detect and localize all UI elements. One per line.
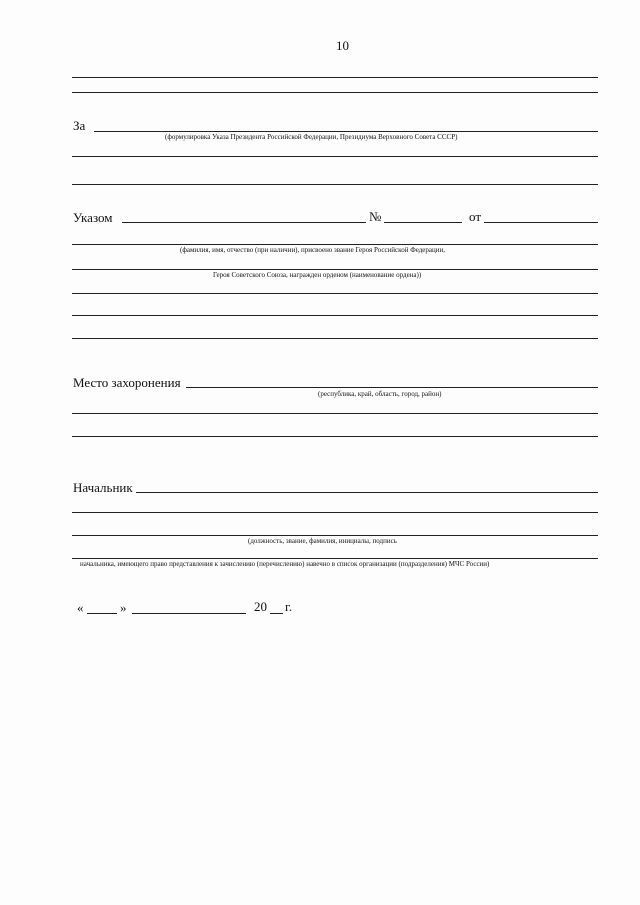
date-year-suffix: г. bbox=[285, 599, 293, 614]
blank-line bbox=[72, 244, 598, 245]
decree-date-line bbox=[484, 222, 598, 223]
decree-date-label: от bbox=[469, 209, 482, 224]
date-month-field[interactable] bbox=[132, 600, 246, 614]
burial-field-line bbox=[186, 387, 598, 388]
date-day-field[interactable] bbox=[87, 600, 117, 614]
blank-line bbox=[72, 293, 598, 294]
chief-caption-1: (должность, звание, фамилия, инициалы, подпись bbox=[248, 537, 397, 545]
decree-number-line bbox=[384, 222, 462, 223]
award-caption: (формулировка Указа Президента Российской Федерации, Президиума Верховного Совета СССР) bbox=[165, 133, 458, 141]
chief-caption-2: начальника, имеющего право представления к зачислению (перечислению) навечно в список организации (подразделения) МЧС России) bbox=[80, 560, 490, 568]
decree-date-field[interactable] bbox=[484, 209, 598, 223]
date-day-line bbox=[87, 613, 117, 614]
decree-number-field[interactable] bbox=[384, 209, 462, 223]
decree-field[interactable] bbox=[122, 209, 366, 223]
blank-line bbox=[72, 512, 598, 513]
blank-line bbox=[72, 558, 598, 559]
chief-field[interactable] bbox=[136, 479, 598, 493]
blank-line bbox=[72, 338, 598, 339]
blank-line bbox=[72, 269, 598, 270]
award-field-line bbox=[94, 131, 598, 132]
blank-line bbox=[72, 77, 598, 78]
burial-label: Место захоронения bbox=[73, 375, 181, 390]
chief-field-line bbox=[136, 492, 598, 493]
date-open-quote: « bbox=[77, 600, 84, 615]
blank-line bbox=[72, 156, 598, 157]
blank-line bbox=[72, 436, 598, 437]
page-number: 10 bbox=[336, 38, 349, 53]
blank-line bbox=[72, 315, 598, 316]
date-month-line bbox=[132, 613, 246, 614]
decree-label: Указом bbox=[73, 210, 113, 225]
date-year-field[interactable] bbox=[270, 600, 283, 614]
decree-number-label: № bbox=[369, 209, 382, 224]
decree-caption-2: Героя Советского Союза, награжден орденом (наименование ордена)) bbox=[213, 271, 422, 279]
chief-label: Начальник bbox=[73, 480, 133, 495]
burial-caption: (республика, край, область, город, район) bbox=[318, 390, 442, 398]
blank-line bbox=[72, 92, 598, 93]
burial-field[interactable] bbox=[186, 374, 598, 388]
decree-caption-1: (фамилия, имя, отчество (при наличии), присвоено звание Героя Российской Федерации, bbox=[180, 246, 446, 254]
blank-line bbox=[72, 413, 598, 414]
blank-line bbox=[72, 184, 598, 185]
date-year-prefix: 20 bbox=[254, 599, 267, 614]
blank-line bbox=[72, 535, 598, 536]
award-label: За bbox=[73, 118, 86, 133]
decree-field-line bbox=[122, 222, 366, 223]
date-close-quote: » bbox=[120, 600, 127, 615]
date-year-line bbox=[270, 613, 283, 614]
award-field[interactable] bbox=[94, 118, 598, 132]
